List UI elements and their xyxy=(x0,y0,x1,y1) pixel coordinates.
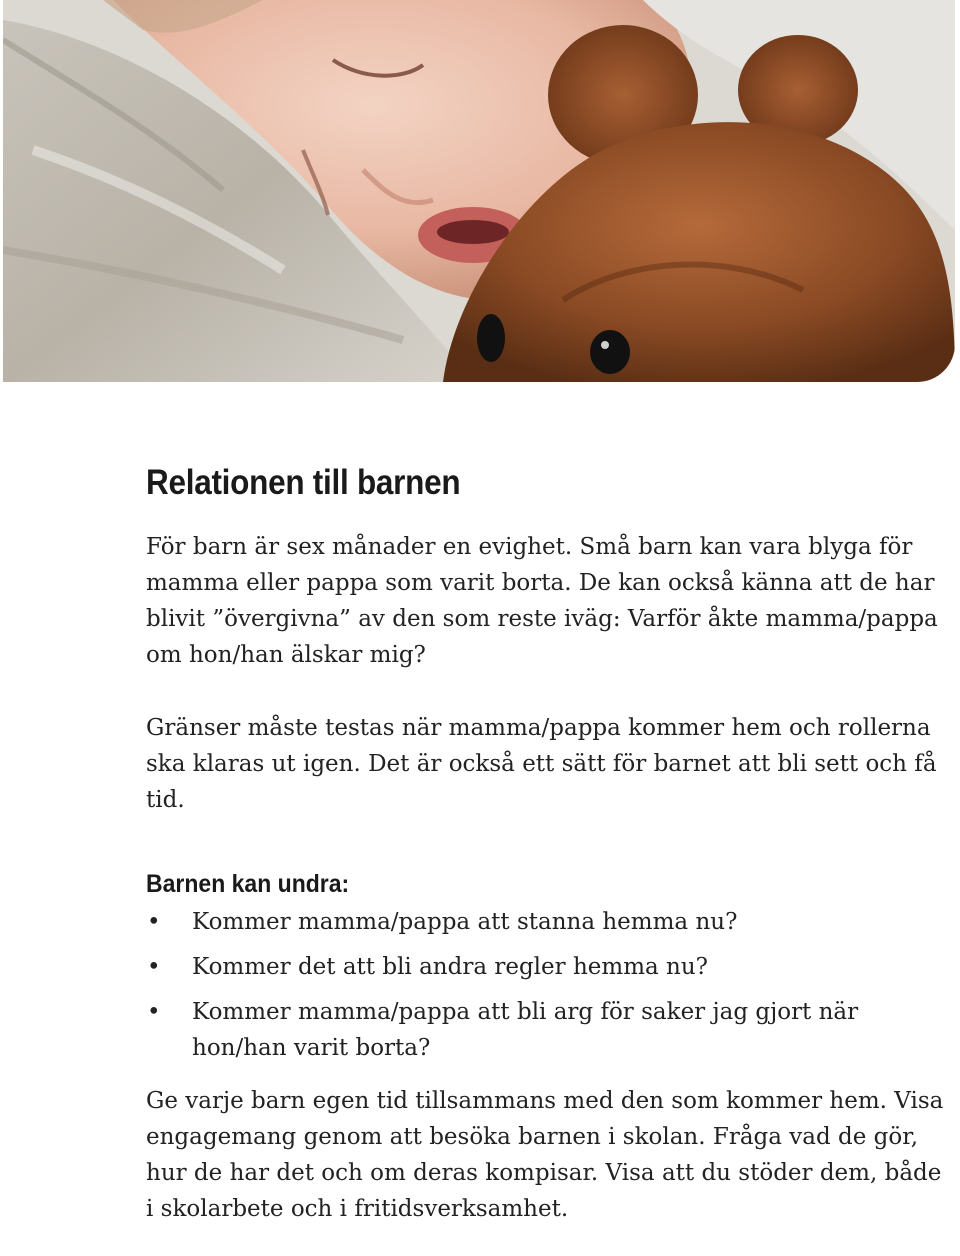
bullet-icon: • xyxy=(147,999,161,1025)
bullet-icon: • xyxy=(147,954,161,980)
questions-list xyxy=(146,904,946,1066)
boundaries-paragraph: Gränser måste testas när mamma/pappa kommer hem och rollerna ska klaras ut igen. Det är också ett sätt för barnet att bli sett och få tid. xyxy=(146,715,937,813)
questions-heading: Barnen kan undra: xyxy=(146,870,350,898)
list-item-text: Kommer mamma/pappa att stanna hemma nu? xyxy=(192,909,738,935)
bullet-icon: • xyxy=(147,909,161,935)
page-title: Relationen till barnen xyxy=(146,463,461,502)
header-photo xyxy=(3,0,955,382)
list-item xyxy=(146,904,946,940)
list-item-text: Kommer det att bli andra regler hemma nu? xyxy=(192,954,708,980)
list-item xyxy=(146,949,946,985)
intro-paragraph: För barn är sex månader en evighet. Små barn kan vara blyga för mamma eller pappa som varit borta. De kan också känna att de har blivit ”övergivna” av den som reste iväg: Varför åkte mamma/pappa om hon/han älskar mig? xyxy=(146,534,938,668)
article-content xyxy=(146,456,946,1227)
list-item xyxy=(146,994,946,1066)
list-item-text: Kommer mamma/pappa att bli arg för saker jag gjort när hon/han varit borta? xyxy=(192,999,859,1061)
sleeping-child-photo xyxy=(3,0,955,382)
advice-paragraph: Ge varje barn egen tid tillsammans med den som kommer hem. Visa engagemang genom att besöka barnen i skolan. Fråga vad de gör, hur de har det och om deras kompisar. Visa att du stöder dem, både i skolarbete och i fritidsverksamhet. xyxy=(146,1088,944,1222)
